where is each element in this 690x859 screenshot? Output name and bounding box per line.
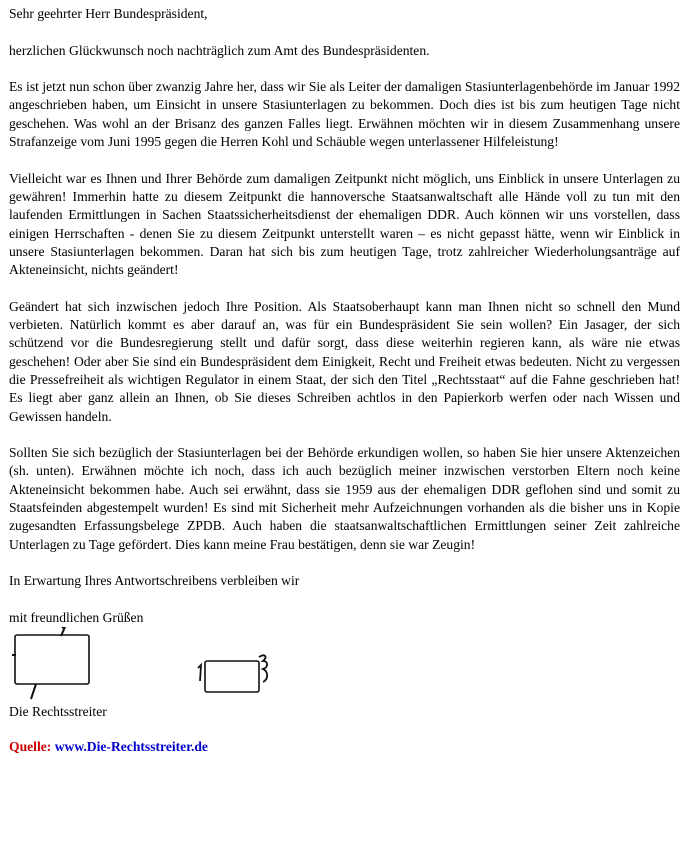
source-link[interactable]: www.Die-Rechtsstreiter.de	[54, 739, 208, 755]
paragraph-file-numbers: Sollten Sie sich bezüglich der Stasiunterlagen bei der Behörde erkundigen wollen, so haben Sie hier unsere Aktenzeichen (sh. unten). Erwähnen möchte ich noch, dass ich auch bezüglich meiner inzwischen verstorben Eltern noch keine Akteneinsicht bekommen habe. Auch sei erwähnt, dass sie 1959 aus der ehemaligen DDR geflohen sind und somit zu Staatsfeinden abgestempelt wurden! Es sind mit Sicherheit mehr Aufzeichnungen vorhanden als die bisher uns in Kopie zugesandten Erfassungsbelege ZPDB. Auch haben die staatsanwaltschaftlichen Ermittlungen seiner Zeit zahlreiche Unterlagen zu Tage gefördert. Dies kann meine Frau bestätigen, denn sie war Zeugin!	[9, 445, 680, 552]
salutation: Sehr geehrter Herr Bundespräsident,	[9, 6, 208, 21]
signature-stroke	[259, 655, 267, 682]
closing: mit freundlichen Grüßen	[9, 609, 144, 625]
letter	[9, 5, 680, 757]
signature-area	[9, 627, 289, 703]
redaction-box-right	[205, 661, 259, 692]
signature-stroke	[31, 684, 36, 699]
signature-stroke	[198, 665, 201, 681]
signature-drawing	[9, 627, 289, 703]
paragraph-congratulation: herzlichen Glückwunsch noch nachträglich zum Amt des Bundespräsidenten.	[9, 42, 430, 58]
source-line	[9, 738, 680, 756]
paragraph-stasi-request: Es ist jetzt nun schon über zwanzig Jahre her, dass wir Sie als Leiter der damaligen Stasiunterlagenbehörde im Januar 1992 angeschrieben haben, um Einsicht in unsere Stasiunterlagen zu bekommen. Doch dies ist bis zum heutigen Tage nicht geschehen. Was wohl an der Brisanz des ganzen Falles liegt. Erwähnen möchten wir in diesem Zusammenhang unsere Strafanzeige vom Juni 1995 gegen die Herren Kohl und Schäuble wegen unterlassener Hilfeleistung!	[9, 79, 680, 150]
sender-name: Die Rechtsstreiter	[9, 704, 107, 720]
redaction-box-left	[15, 635, 89, 684]
paragraph-position-changed: Geändert hat sich inzwischen jedoch Ihre Position. Als Staatsoberhaupt kann man Ihnen nicht so schnell den Mund verbieten. Natürlich kommt es aber darauf an, was für ein Bundespräsident Sie sein wollen? Ein Jasager, der sich schützend vor die Bundesregierung stellt und dafür sorgt, dass diese weiterhin regieren kann, als wäre nie etwas geschehen! Oder aber Sie sind ein Bundespräsident dem Einigkeit, Recht und Freiheit etwas bedeuten. Nicht zu vergessen die Pressefreiheit als wichtigen Regulator in einem Staat, der sich den Titel „Rechtsstaat“ auf die Fahne geschrieben hat! Es liegt aber ganz allein an Ihnen, ob Sie dieses Schreiben achtlos in den Papierkorb werfen oder nach Wissen und Gewissen handeln.	[9, 298, 680, 424]
paragraph-awaiting-reply: In Erwartung Ihres Antwortschreibens verbleiben wir	[9, 573, 300, 589]
paragraph-no-access: Vielleicht war es Ihnen und Ihrer Behörde zum damaligen Zeitpunkt nicht möglich, uns Einblick in unsere Unterlagen zu gewähren! Immerhin hatte zu diesem Zeitpunkt die hannoversche Staatsanwaltschaft alle Hände voll zu tun mit den laufenden Ermittlungen in Sachen Staatssicherheitsdienst der ehemaligen DDR. Auch können wir uns vorstellen, dass einigen Herrschaften - denen Sie zu diesem Zeitpunkt unterstellt waren – es nicht gepasst hätte, wenn wir Einblick in unsere Stasiunterlagen bekommen. Daran hat sich bis zum heutigen Tage, trotz zahlreicher Wiederholungsanträge auf Akteneinsicht, nichts geändert!	[9, 170, 680, 278]
source-label: Quelle:	[9, 739, 52, 755]
